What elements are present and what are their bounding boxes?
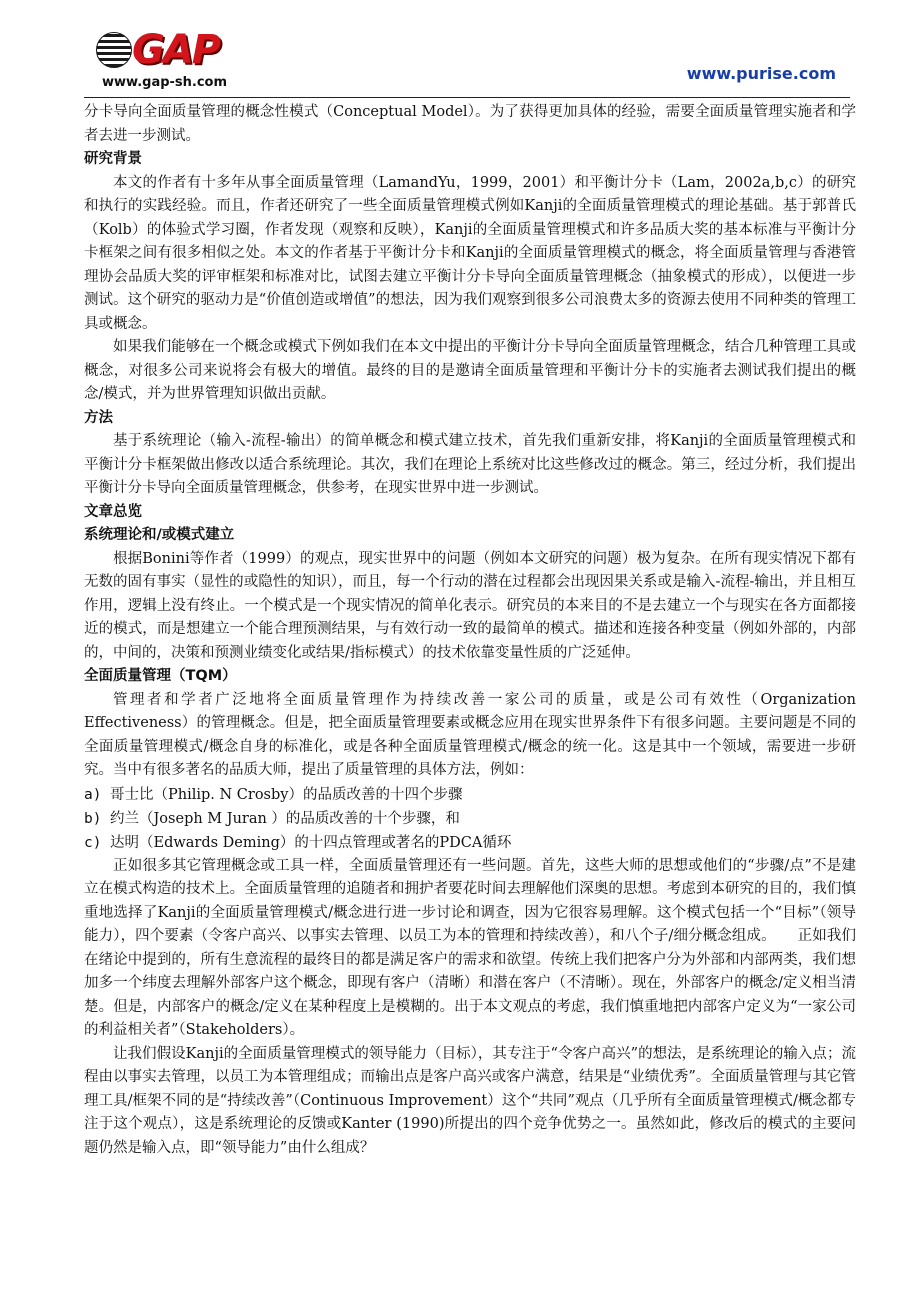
document-body bbox=[84, 101, 856, 1160]
list-item-text: 约兰（Joseph M Juran ）的品质改善的十个步骤，和 bbox=[110, 810, 460, 827]
section-heading-tqm: 全面质量管理（TQM） bbox=[84, 668, 237, 684]
background-paragraph-2: 如果我们能够在一个概念或模式下例如我们在本文中提出的平衡计分卡导向全面质量管理概念，结合几种管理工具或概念，对很多公司来说将会有极大的增值。最终的目的是邀请全面质量管理和平衡计分卡的实施者去测试我们提出的概念/模式，并为世界管理知识做出贡献。 bbox=[84, 339, 856, 402]
gap-logo bbox=[96, 28, 246, 92]
section-heading-background: 研究背景 bbox=[84, 151, 142, 167]
background-paragraph-1: 本文的作者有十多年从事全面质量管理（LamandYu，1999，2001）和平衡计分卡（Lam，2002a,b,c）的研究和执行的实践经验。而且，作者还研究了一些全面质量管理模式例如Kanji的全面质量管理模式的理论基础。基于郭普氏（Kolb）的体验式学习圈，作者发现（观察和反映），Kanji的全面质量管理模式和许多品质大奖的基本标准与平衡计分卡框架之间有很多相似之处。本文的作者基于平衡计分卡和Kanji的全面质量管理模式的概念，将全面质量管理与香港管理协会品质大奖的评审框架和标准对比，试图去建立平衡计分卡导向全面质量管理概念（抽象模式的形成），以便进一步测试。这个研究的驱动力是“价值创造或增值”的想法，因为我们观察到很多公司浪费太多的资源去使用不同种类的管理工具或概念。 bbox=[84, 174, 856, 332]
method-paragraph: 基于系统理论（输入-流程-输出）的简单概念和模式建立技术，首先我们重新安排，将Kanji的全面质量管理模式和平衡计分卡框架做出修改以适合系统理论。其次，我们在理论上系统对比这些修改过的概念。第三，经过分析，我们提出平衡计分卡导向全面质量管理概念，供参考，在现实世界中进一步测试。 bbox=[84, 433, 856, 496]
section-heading-systems: 系统理论和/或模式建立 bbox=[84, 527, 235, 543]
page-header bbox=[0, 0, 920, 98]
list-item bbox=[84, 831, 856, 855]
logo-text: GAP bbox=[132, 27, 220, 73]
list-item-text: 达明（Edwards Deming）的十四点管理或著名的PDCA循环 bbox=[110, 834, 512, 851]
list-item bbox=[84, 807, 856, 831]
logo-url: www.gap-sh.com bbox=[102, 75, 228, 90]
section-heading-method: 方法 bbox=[84, 409, 113, 426]
header-divider bbox=[84, 97, 850, 98]
tqm-paragraph-2: 正如很多其它管理概念或工具一样，全面质量管理还有一些问题。首先，这些大师的思想或他们的“步骤/点”不是建立在模式构造的技术上。全面质量管理的追随者和拥护者要花时间去理解他们深奥的思想。考虑到本研究的目的，我们慎重地选择了Kanji的全面质量管理模式/概念进行进一步讨论和调查，因为它很容易理解。这个模式包括一个“目标”（领导能力），四个要素（令客户高兴、以事实去管理、以员工为本的管理和持续改善），和八个子/细分概念组成。 正如我们在绪论中提到的，所有生意流程的最终目的都是满足客户的需求和欲望。传统上我们把客户分为外部和内部两类，我们想加多一个纬度去理解外部客户这个概念，即现有客户（清晰）和潜在客户（不清晰）。现在，外部客户的概念/定义相当清楚。但是，内部客户的概念/定义在某种程度上是模糊的。出于本文观点的考虑，我们慎重地把内部客户定义为“一家公司的利益相关者”（Stakeholders）。 bbox=[84, 857, 856, 1038]
intro-paragraph: 分卡导向全面质量管理的概念性模式（Conceptual Model）。为了获得更加具体的经验，需要全面质量管理实施者和学者去进一步测试。 bbox=[84, 104, 856, 144]
site-url-link[interactable]: www.purise.com bbox=[686, 64, 836, 83]
list-marker: c) bbox=[84, 834, 102, 851]
list-item bbox=[84, 783, 856, 807]
list-marker: a) bbox=[84, 786, 102, 803]
section-heading-overview: 文章总览 bbox=[84, 503, 142, 520]
tqm-paragraph-1: 管理者和学者广泛地将全面质量管理作为持续改善一家公司的质量，或是公司有效性（Organization Effectiveness）的管理概念。但是，把全面质量管理要素或概念应用在现实世界条件下有很多问题。主要问题是不同的全面质量管理模式/概念自身的标准化，或是各种全面质量管理模式/概念的统一化。这是其中一个领域，需要进一步研究。当中有很多著名的品质大师，提出了质量管理的具体方法，例如： bbox=[84, 691, 856, 778]
tqm-paragraph-3: 让我们假设Kanji的全面质量管理模式的领导能力（目标），其专注于“令客户高兴”的想法，是系统理论的输入点；流程由以事实去管理，以员工为本管理组成；而输出点是客户高兴或客户满意，结果是“业绩优秀”。全面质量管理与其它管理工具/框架不同的是“持续改善”（Continuous Improvement）这个“共同”观点（几乎所有全面质量管理模式/概念都专注于这个观点），这是系统理论的反馈或Kanter (1990)所提出的四个竞争优势之一。虽然如此，修改后的模式的主要问题仍然是输入点，即“领导能力”由什么组成？ bbox=[84, 1045, 856, 1156]
list-marker: b) bbox=[84, 810, 102, 827]
globe-logo-icon bbox=[96, 32, 132, 68]
systems-paragraph: 根据Bonini等作者（1999）的观点，现实世界中的问题（例如本文研究的问题）极为复杂。在所有现实情况下都有无数的固有事实（显性的或隐性的知识），而且，每一个行动的潜在过程都会出现因果关系或是输入-流程-输出，并且相互作用，逻辑上没有终止。一个模式是一个现实情况的简单化表示。研究员的本来目的不是去建立一个与现实在各方面都接近的模式，而是想建立一个能合理预测结果，与有效行动一致的最简单的模式。描述和连接各种变量（例如外部的，内部的，中间的，决策和预测业绩变化或结果/指标模式）的技术依靠变量性质的广泛延伸。 bbox=[84, 550, 856, 661]
list-item-text: 哥士比（Philip. N Crosby）的品质改善的十四个步骤 bbox=[110, 786, 463, 803]
